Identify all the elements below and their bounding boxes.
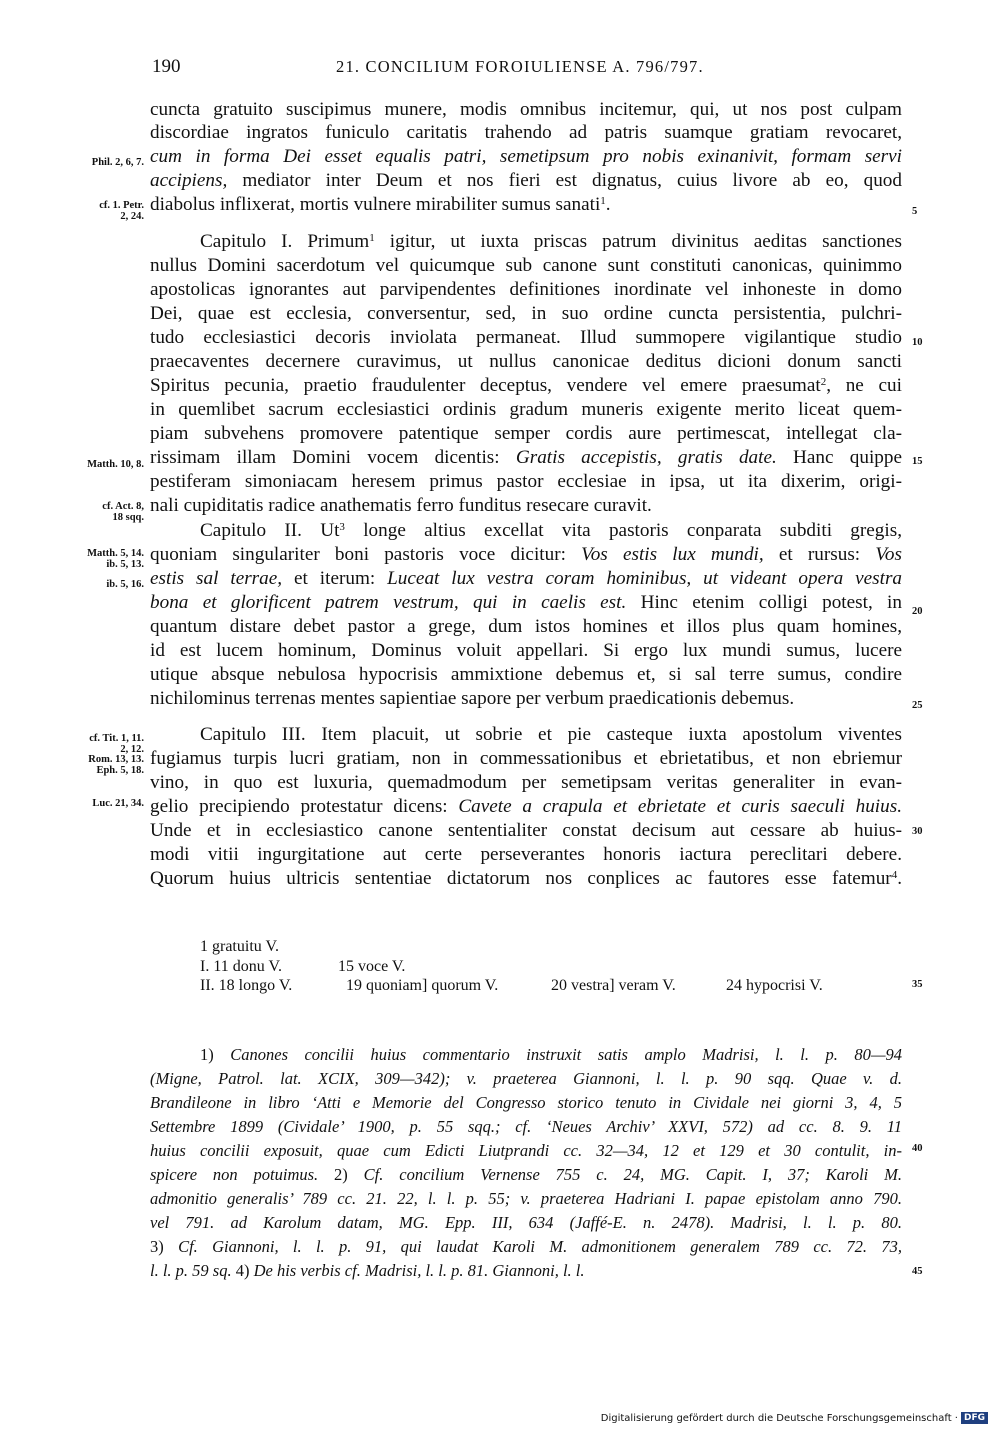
digitization-credit <box>601 1412 988 1424</box>
text-segment: Hinc etenim colligi potest, in <box>626 592 902 613</box>
text-segment: cum in forma Dei esset equalis patri, semetipsum pro nobis exinanivit, formam servi <box>150 146 902 167</box>
text-segment: longe altius excellat vita pastoris conparata subditi gregis, <box>344 520 902 541</box>
text-segment: quantum distare debet pastor a grege, dum istos homines et illos plus quam homines, <box>150 616 902 637</box>
text-line <box>150 615 902 639</box>
text-line <box>150 302 902 326</box>
footnote-marker: 3 <box>339 521 345 533</box>
apparatus-line: II. 18 longo V. <box>200 977 293 994</box>
footnote-marker: 1 <box>600 195 606 207</box>
text-line <box>150 470 902 494</box>
footnote-marker: 1 <box>369 232 375 244</box>
footnote-line <box>150 1139 902 1163</box>
text-line <box>150 326 902 350</box>
text-segment: (Migne, Patrol. lat. XCIX, 309—342); v. praeterea Giannoni, l. l. p. 90 sqq. Quae v. d. <box>150 1069 902 1088</box>
margin-reference: Matth. 10, 8. <box>87 459 144 470</box>
text-segment: accipiens, <box>150 170 228 191</box>
footnote-line <box>150 1091 902 1115</box>
text-line <box>150 867 902 891</box>
text-segment: Vos estis lux mundi, <box>581 544 764 565</box>
margin-reference: Matth. 5, 14. ib. 5, 13. <box>87 548 144 570</box>
text-line <box>150 193 902 217</box>
text-line <box>150 543 902 567</box>
text-line <box>150 169 902 193</box>
text-segment: 1) <box>200 1045 231 1064</box>
text-line <box>150 494 902 518</box>
footnote-line <box>150 1211 902 1235</box>
text-line <box>150 795 902 819</box>
text-segment: Capitulo III. Item placuit, ut sobrie et pie casteque iuxta apostolum viventes <box>200 724 902 745</box>
apparatus-line: 20 vestra] veram V. <box>551 977 676 994</box>
text-segment: Settembre 1899 (Cividale’ 1900, p. 55 sqq.; cf. ‘Neues Archiv’ XXVI, 572) ad cc. 8. 9. 11 <box>150 1117 902 1136</box>
running-title: 21. CONCILIUM FOROIULIENSE A. 796/797. <box>336 57 704 76</box>
footnote-marker: 2 <box>820 376 827 388</box>
line-number: 30 <box>912 826 923 837</box>
text-segment: Spiritus pecunia, praetio fraudulenter deceptus, vendere vel emere praesumat <box>150 375 821 396</box>
credit-text: Digitalisierung gefördert durch die Deutsche Forschungsgemeinschaft · <box>600 1412 958 1424</box>
apparatus-line: 19 quoniam] quorum V. <box>346 977 499 994</box>
text-segment: rissimam illam Domini vocem dicentis: <box>150 447 516 468</box>
text-segment: gelio precipiendo protestatur dicens: <box>150 796 459 817</box>
text-segment: bona et glorificent patrem vestrum, qui in caelis est. <box>150 592 627 613</box>
text-segment: Cf. Giannoni, l. l. p. 91, qui laudat Karoli M. admonitionem generalem 789 cc. 72. 73, <box>178 1237 902 1256</box>
text-line <box>150 278 902 302</box>
footnote-line <box>150 1043 902 1067</box>
line-number: 45 <box>912 1266 923 1277</box>
text-segment: vel 791. ad Karolum datam, MG. Epp. III, 634 (Jaffé-E. n. 2478). Madrisi, l. l. p. 80. <box>150 1213 902 1232</box>
text-segment: Capitulo II. Ut <box>200 520 340 541</box>
margin-reference: ib. 5, 16. <box>106 579 144 590</box>
text-segment: diabolus inflixerat, mortis vulnere mirabiliter sumus sanati <box>150 194 601 215</box>
text-segment: cuncta gratuito suscipimus munere, modis omnibus incitemur, qui, ut nos post culpam <box>150 99 902 120</box>
page-header <box>0 56 1000 80</box>
text-segment: admonitio generalis’ 789 cc. 21. 22, l. l. p. 55; v. praeterea Hadriani I. papae epistolam anno 790. <box>150 1189 902 1208</box>
footnote-line <box>150 1235 902 1259</box>
text-segment: et rursus: <box>763 544 876 565</box>
text-line <box>150 446 902 470</box>
text-segment: Hanc quippe <box>776 447 903 468</box>
text-segment: fugiamus turpis lucri gratiam, non in commessationibus et ebrietatibus, et non ebriemur <box>150 748 902 769</box>
margin-reference: Phil. 2, 6, 7. <box>91 157 144 168</box>
footnote-line <box>150 1067 902 1091</box>
page-number: 190 <box>152 56 181 77</box>
margin-reference: cf. 1. Petr. 2, 24. <box>99 200 144 222</box>
line-number: 20 <box>912 606 923 617</box>
text-line <box>150 723 902 747</box>
text-line <box>150 567 902 591</box>
text-segment: et iterum: <box>282 568 388 589</box>
text-line <box>150 687 902 711</box>
apparatus-line: I. 11 donu V. <box>200 958 282 975</box>
text-line <box>150 98 902 122</box>
text-segment: estis sal terrae, <box>150 568 283 589</box>
line-number: 35 <box>912 979 923 990</box>
text-segment: nali cupiditatis radice anathematis ferro funditus resecare curavit. <box>150 495 652 516</box>
text-segment: 3) <box>150 1237 179 1256</box>
text-line <box>150 639 902 663</box>
text-segment: , ne cui <box>826 375 902 396</box>
footnote-line <box>150 1115 902 1139</box>
text-segment: huius concilii exposuit, quae cum Edicti Liutprandi cc. 32—34, 12 et 129 et 30 contulit, in- <box>150 1141 902 1160</box>
text-segment: discordiae ingratos funiculo caritatis trahendo ad patris suamque gratiam revocaret, <box>150 122 902 143</box>
text-segment: in quemlibet sacrum ecclesiastici ordinis gradum muneris exigente merito liceat quem- <box>150 399 902 420</box>
text-segment: vino, in quo est luxuria, quemadmodum per semetipsam veritas generaliter in evan- <box>150 772 902 793</box>
line-number: 5 <box>912 206 918 217</box>
text-segment: Capitulo I. Primum <box>200 231 370 252</box>
margin-reference: Luc. 21, 34. <box>92 798 144 809</box>
text-segment: id est lucem hominum, Dominus voluit appellari. Si ergo lux mundi sumus, lucere <box>150 640 902 661</box>
text-segment: modi vitii ingurgitatione aut certe perseverantes honoris iactura pereclitari debere. <box>150 844 902 865</box>
margin-reference: cf. Tit. 1, 11. 2, 12. <box>89 733 144 755</box>
footnote-line <box>150 1163 902 1187</box>
text-segment: Cf. concilium Vernense 755 c. 24, MG. Capit. I, 37; Karoli M. <box>363 1165 903 1184</box>
text-segment: l. l. p. 59 sq. <box>150 1261 236 1280</box>
text-segment: apostolicas ignorantes aut parvipendentes definitiones inordinate vel inhoneste in domo <box>150 279 902 300</box>
line-number: 25 <box>912 700 923 711</box>
text-segment: 2) <box>334 1165 364 1184</box>
line-number: 40 <box>912 1143 923 1154</box>
text-line <box>150 771 902 795</box>
text-segment: quoniam singulariter boni pastoris voce dicitur: <box>150 544 582 565</box>
text-segment: . <box>897 868 902 889</box>
text-segment: Gratis accepistis, gratis date. <box>515 447 777 468</box>
footnote-line <box>150 1187 902 1211</box>
text-segment: pestiferam simoniacam heresem primus pastor ecclesiae in ipsa, ut ita dixerim, origi- <box>150 471 902 492</box>
text-line <box>150 121 902 145</box>
margin-reference: cf. Act. 8, 18 sqq. <box>102 501 144 523</box>
text-segment: Quorum huius ultricis sententiae dictatorum nos conplices ac fautores esse fatemur <box>150 868 892 889</box>
line-number: 10 <box>912 337 923 348</box>
text-segment: De his verbis cf. Madrisi, l. l. p. 81. Giannoni, l. l. <box>253 1261 585 1280</box>
text-segment: Unde et in ecclesiastico canone sententialiter constat decisum aut cessare ab huius- <box>150 820 902 841</box>
text-segment: mediator inter Deum et nos fieri est dignatus, cuius livore ab eo, quod <box>227 170 902 191</box>
text-segment: Vos <box>875 544 902 565</box>
text-segment: tudo ecclesiastici decoris inviolata permaneat. Illud summopere vigilantique studio <box>150 327 902 348</box>
text-line <box>150 254 902 278</box>
text-line <box>150 230 902 254</box>
text-segment: nullus Domini sacerdotum vel quicumque sub canone sunt constituti canonicas, quinimmo <box>150 255 902 276</box>
text-segment: Canones concilii huius commentario instruxit satis amplo Madrisi, l. l. p. 80—94 <box>230 1045 902 1064</box>
footnote-line <box>150 1259 902 1283</box>
dfg-logo: DFG <box>961 1412 988 1424</box>
text-line <box>150 398 902 422</box>
line-number: 15 <box>912 456 923 467</box>
text-line <box>150 350 902 374</box>
text-line <box>150 591 902 615</box>
text-segment: utique absque nebulosa hypocrisis ammixtione debemus et, si sal terre sumus, condire <box>150 664 902 685</box>
text-line <box>150 819 902 843</box>
apparatus-line: 1 gratuitu V. <box>200 938 279 955</box>
text-segment: 4) <box>235 1261 254 1280</box>
text-segment: Luceat lux vestra coram hominibus, ut videant opera vestra <box>387 568 903 589</box>
text-segment: piam subvehens promovere patentique semper cordis aure pertimescat, intellegat cla- <box>150 423 902 444</box>
text-segment: Brandileone in libro ‘Atti e Memorie del Congresso storico tenuto in Cividale nei giorni 3, 4, 5 <box>150 1093 902 1112</box>
text-line <box>150 663 902 687</box>
text-line <box>150 843 902 867</box>
text-line <box>150 145 902 169</box>
text-segment: Cavete a crapula et ebrietate et curis saeculi huius. <box>458 796 902 817</box>
text-segment: praecaventes decernere curavimus, ut nullus canonicae deditus dicioni donum sancti <box>150 351 902 372</box>
text-segment: nichilominus terrenas mentes sapientiae sapore per verbum praedicationis debemus. <box>150 688 795 709</box>
text-line <box>150 374 902 398</box>
text-line <box>150 519 902 543</box>
text-line <box>150 747 902 771</box>
text-segment: igitur, ut iuxta priscas patrum divinitus aeditas sanctiones <box>374 231 903 252</box>
apparatus-line: 24 hypocrisi V. <box>726 977 823 994</box>
text-segment: Dei, quae est ecclesia, conversentur, sed, in suo ordine cuncta persistentia, pulchri- <box>150 303 902 324</box>
margin-reference: Rom. 13, 13. Eph. 5, 18. <box>88 754 144 776</box>
text-segment: . <box>605 194 611 215</box>
footnote-marker: 4 <box>891 869 898 881</box>
text-segment: spicere non potuimus. <box>150 1165 335 1184</box>
apparatus-line: 15 voce V. <box>338 958 406 975</box>
text-line <box>150 422 902 446</box>
